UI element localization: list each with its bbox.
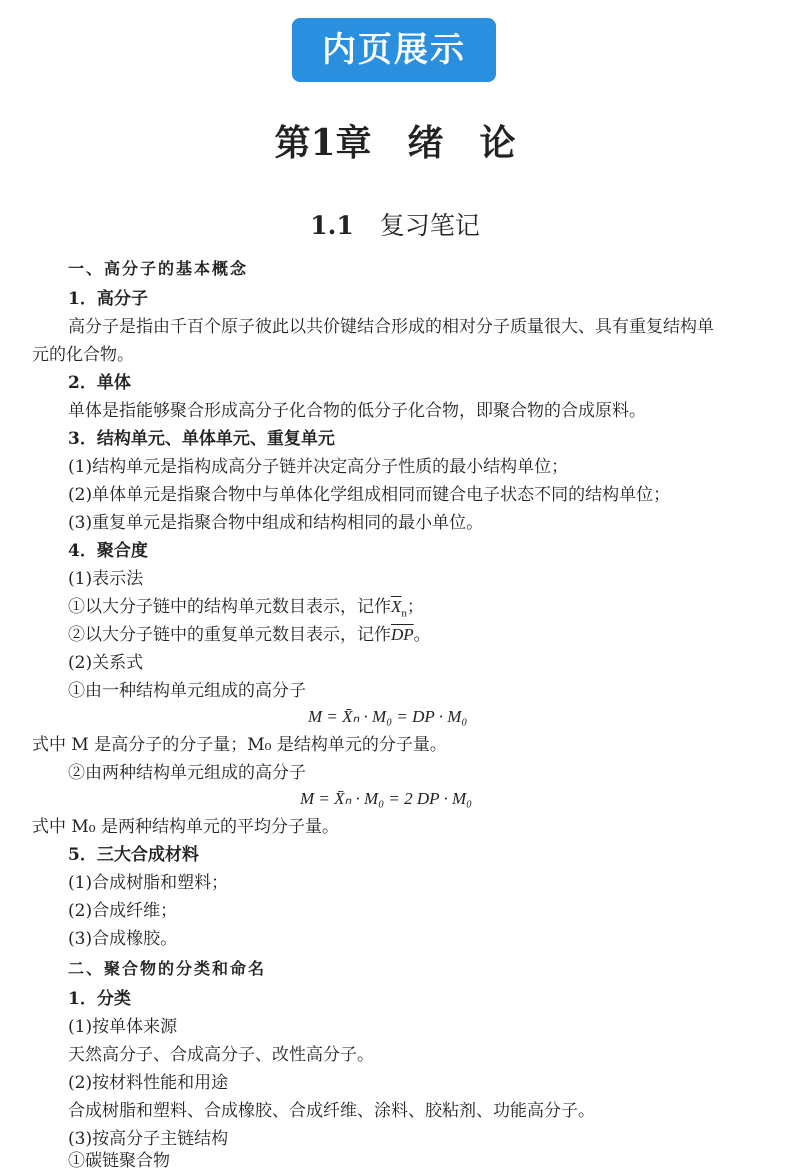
formula-two: M = X̄ₙ · M₀ = 2 DP · M₀ [300,789,473,808]
paragraph-line: 单体是指能够聚合形成高分子化合物的低分子化合物，即聚合物的合成原料。 [68,401,646,421]
subheading-classification: 1．分类 [68,989,131,1009]
list-item: (2)关系式 [68,653,144,673]
list-item: (1)按单体来源 [68,1017,178,1037]
heading-basic-concepts: 一、高分子的基本概念 [68,259,249,278]
paragraph-line: 式中 M 是高分子的分子量；M₀ 是结构单元的分子量。 [32,735,447,755]
section-number: 1.1 [310,211,354,240]
heading-classification: 二、聚合物的分类和命名 [68,959,267,978]
subheading-degree: 4．聚合度 [68,541,148,561]
subheading-polymer: 1．高分子 [68,289,148,309]
formula-one: M = X̄ₙ · M₀ = DP · M₀ [308,707,468,726]
subheading-materials: 5．三大合成材料 [68,845,199,865]
list-item: (2)合成纤维； [68,901,178,921]
list-item: (3)重复单元是指聚合物中组成和结构相同的最小单位。 [68,513,484,533]
paragraph-line: 天然高分子、合成高分子、改性高分子。 [68,1045,374,1065]
list-item: (3)按高分子主链结构 [68,1129,229,1149]
list-item: ②由两种结构单元组成的高分子 [68,763,306,783]
text-fragment: ②以大分子链中的重复单元数目表示，记作 [68,625,391,645]
subheading-units: 3．结构单元、单体单元、重复单元 [68,429,335,449]
list-item [68,622,431,648]
list-item: (1)表示法 [68,569,144,589]
list-item: (3)合成橡胶。 [68,929,178,949]
section-title: 复习笔记 [379,211,480,240]
list-item: (2)按材料性能和用途 [68,1073,229,1093]
chapter-title: 第1章 绪 论 [274,122,516,164]
punctuation: 。 [413,625,431,645]
list-item: (1)合成树脂和塑料； [68,873,229,893]
paragraph-line: 元的化合物。 [32,345,134,365]
text-fragment: ①以大分子链中的结构单元数目表示，记作 [68,597,391,617]
list-item: ①碳链聚合物 [68,1151,170,1171]
punctuation: ； [406,597,424,617]
page-banner: 内页展示 [292,18,496,82]
list-item: (2)单体单元是指聚合物中与单体化学组成相同而键合电子状态不同的结构单位； [68,485,671,505]
paragraph-line: 式中 M₀ 是两种结构单元的平均分子量。 [32,817,340,837]
subheading-monomer: 2．单体 [68,373,131,393]
section-heading [0,206,790,246]
dp-symbol: $\overline{DP}$ [391,625,414,644]
paragraph-line: 高分子是指由千百个原子彼此以共价键结合形成的相对分子质量很大、具有重复结构单 [68,317,714,337]
xn-symbol: $\overline{X}_n$ [391,597,407,620]
list-item: ①由一种结构单元组成的高分子 [68,681,306,701]
list-item: (1)结构单元是指构成高分子链并决定高分子性质的最小结构单位； [68,457,569,477]
paragraph-line: 合成树脂和塑料、合成橡胶、合成纤维、涂料、胶粘剂、功能高分子。 [68,1101,595,1121]
